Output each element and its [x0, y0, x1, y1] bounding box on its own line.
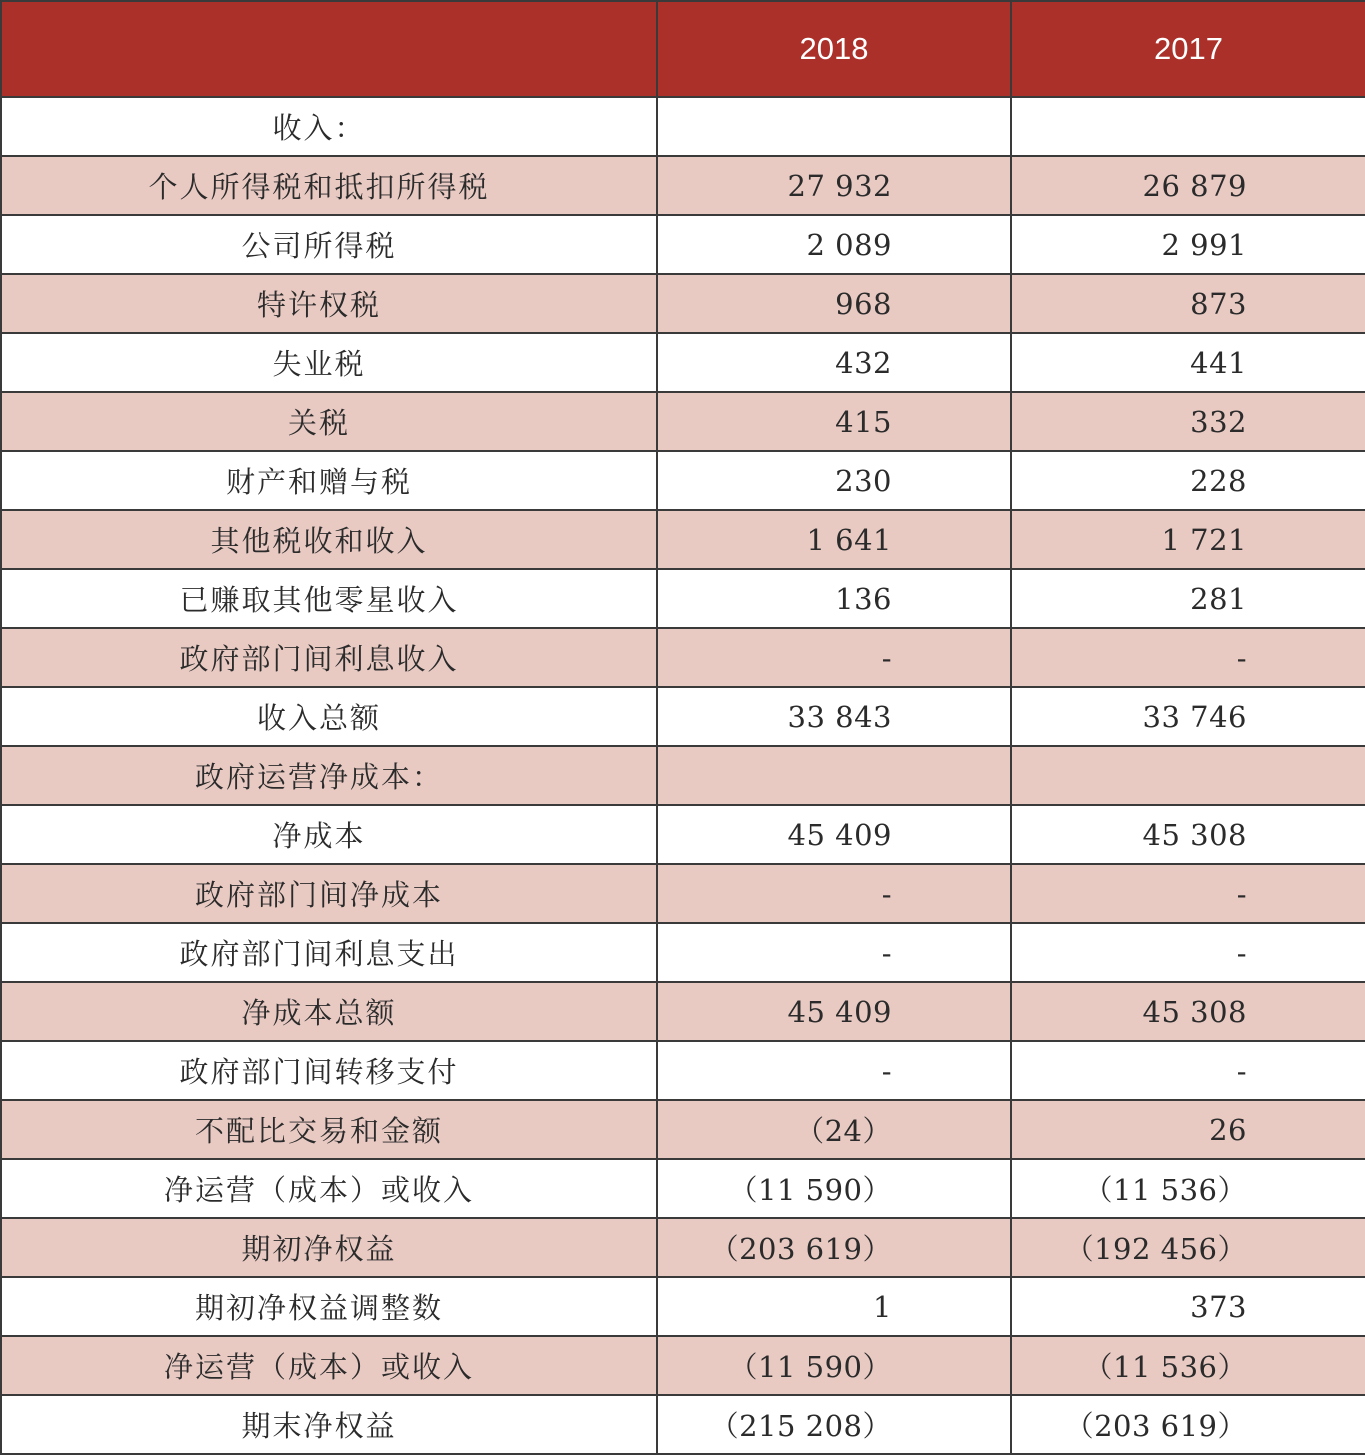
value-2018: -: [657, 864, 1011, 923]
table-body: [1, 97, 1365, 1454]
value-2018: -: [657, 628, 1011, 687]
table-row: [1, 215, 1365, 274]
value-2018: [657, 746, 1011, 805]
table-row: [1, 97, 1365, 156]
value-2017: 1 721: [1011, 510, 1365, 569]
row-label: 个人所得税和抵扣所得税: [1, 156, 657, 215]
table-row: [1, 274, 1365, 333]
value-2018: 45 409: [657, 805, 1011, 864]
value-2018: -: [657, 923, 1011, 982]
value-2017: -: [1011, 923, 1365, 982]
value-2018: 230: [657, 451, 1011, 510]
table-row: [1, 1218, 1365, 1277]
row-label: 政府部门间利息支出: [1, 923, 657, 982]
row-label: 财产和赠与税: [1, 451, 657, 510]
value-2017: 441: [1011, 333, 1365, 392]
row-label: 政府部门间净成本: [1, 864, 657, 923]
value-2018: 1: [657, 1277, 1011, 1336]
row-label: 期末净权益: [1, 1395, 657, 1454]
value-2018: （203 619）: [657, 1218, 1011, 1277]
row-label: 期初净权益: [1, 1218, 657, 1277]
table-row: [1, 451, 1365, 510]
value-2018: （215 208）: [657, 1395, 1011, 1454]
table-row: [1, 1395, 1365, 1454]
value-2017: [1011, 746, 1365, 805]
value-2017: 332: [1011, 392, 1365, 451]
table-row: [1, 1277, 1365, 1336]
row-label: 政府部门间利息收入: [1, 628, 657, 687]
row-label: 期初净权益调整数: [1, 1277, 657, 1336]
value-2017: -: [1011, 864, 1365, 923]
value-2017: 45 308: [1011, 805, 1365, 864]
header-row: [1, 1, 1365, 97]
row-label: 政府运营净成本：: [1, 746, 657, 805]
value-2018: -: [657, 1041, 1011, 1100]
table-row: [1, 1041, 1365, 1100]
value-2017: 33 746: [1011, 687, 1365, 746]
value-2017: （11 536）: [1011, 1159, 1365, 1218]
table-row: [1, 923, 1365, 982]
row-label: 净运营（成本）或收入: [1, 1336, 657, 1395]
value-2017: 26 879: [1011, 156, 1365, 215]
value-2017: 26: [1011, 1100, 1365, 1159]
row-label: 关税: [1, 392, 657, 451]
value-2017: （203 619）: [1011, 1395, 1365, 1454]
row-label: 净成本: [1, 805, 657, 864]
row-label: 其他税收和收入: [1, 510, 657, 569]
value-2018: 136: [657, 569, 1011, 628]
value-2018: 1 641: [657, 510, 1011, 569]
table-row: [1, 156, 1365, 215]
row-label: 已赚取其他零星收入: [1, 569, 657, 628]
value-2017: 2 991: [1011, 215, 1365, 274]
row-label: 不配比交易和金额: [1, 1100, 657, 1159]
value-2018: 2 089: [657, 215, 1011, 274]
table-row: [1, 569, 1365, 628]
header-label-cell: [1, 1, 657, 97]
table-row: [1, 1100, 1365, 1159]
table-row: [1, 746, 1365, 805]
row-label: 收入总额: [1, 687, 657, 746]
value-2017: -: [1011, 628, 1365, 687]
row-label: 净成本总额: [1, 982, 657, 1041]
table-row: [1, 1159, 1365, 1218]
header-2017: 2017: [1011, 1, 1365, 97]
value-2017: （192 456）: [1011, 1218, 1365, 1277]
row-label: 失业税: [1, 333, 657, 392]
value-2017: 373: [1011, 1277, 1365, 1336]
value-2018: 968: [657, 274, 1011, 333]
table-row: [1, 805, 1365, 864]
row-label: 特许权税: [1, 274, 657, 333]
table-row: [1, 1336, 1365, 1395]
row-label: 公司所得税: [1, 215, 657, 274]
table-row: [1, 392, 1365, 451]
row-label: 净运营（成本）或收入: [1, 1159, 657, 1218]
value-2017: 873: [1011, 274, 1365, 333]
table-row: [1, 864, 1365, 923]
table-row: [1, 510, 1365, 569]
value-2018: 415: [657, 392, 1011, 451]
value-2018: [657, 97, 1011, 156]
table-row: [1, 333, 1365, 392]
value-2018: 45 409: [657, 982, 1011, 1041]
row-label: 收入：: [1, 97, 657, 156]
table-row: [1, 687, 1365, 746]
value-2017: -: [1011, 1041, 1365, 1100]
value-2018: （11 590）: [657, 1159, 1011, 1218]
value-2017: 45 308: [1011, 982, 1365, 1041]
value-2017: （11 536）: [1011, 1336, 1365, 1395]
value-2018: （24）: [657, 1100, 1011, 1159]
value-2018: 33 843: [657, 687, 1011, 746]
value-2017: 281: [1011, 569, 1365, 628]
value-2017: 228: [1011, 451, 1365, 510]
header-2018: 2018: [657, 1, 1011, 97]
table-row: [1, 982, 1365, 1041]
value-2017: [1011, 97, 1365, 156]
value-2018: （11 590）: [657, 1336, 1011, 1395]
value-2018: 27 932: [657, 156, 1011, 215]
table-row: [1, 628, 1365, 687]
row-label: 政府部门间转移支付: [1, 1041, 657, 1100]
value-2018: 432: [657, 333, 1011, 392]
